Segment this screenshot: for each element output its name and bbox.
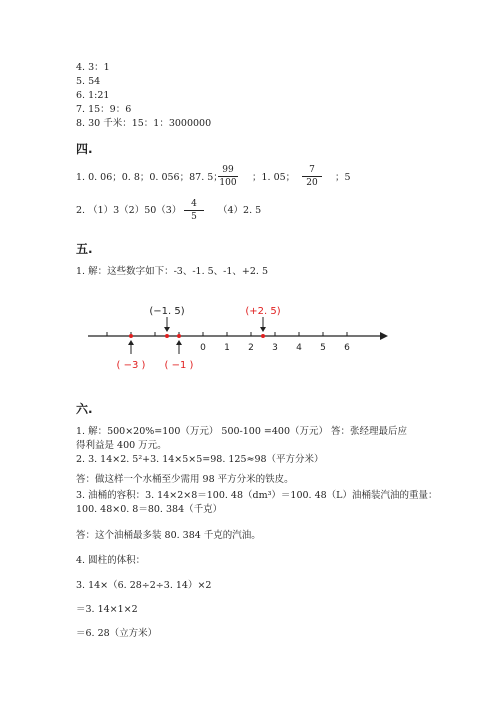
answer-line: 7. 15：9：6 <box>76 104 132 115</box>
fraction-numerator: 4 <box>191 199 197 209</box>
section-heading: 五. <box>76 242 93 256</box>
answer-line: 2. （1）3（2）50（3） <box>76 205 182 216</box>
arrow-head <box>176 340 182 345</box>
tick-label: 4 <box>296 343 302 353</box>
point-minus-1-5 <box>165 334 169 338</box>
tick-label: 1 <box>224 343 230 353</box>
tick-label: 0 <box>200 343 206 353</box>
fraction-numerator: 99 <box>222 165 234 175</box>
answer-line: ＝6. 28（立方米） <box>76 628 158 639</box>
label-minus-3: ( −3 ) <box>116 360 146 371</box>
answer-line: 4. 圆柱的体积： <box>76 555 146 566</box>
label-minus-1: ( −1 ) <box>164 360 194 371</box>
answer-line: ＝3. 14×1×2 <box>76 604 138 615</box>
answer-text: ；1. 05； <box>252 172 296 183</box>
tick-label: 6 <box>344 343 350 353</box>
fraction-denominator: 5 <box>191 212 197 222</box>
answer-line: 2. 3. 14×2. 5²+3. 14×5×5=98. 125≈98（平方分米） <box>76 454 324 465</box>
axis-arrow <box>380 332 388 340</box>
arrow-head <box>260 327 266 332</box>
answer-line: 100. 48×0. 8＝80. 384（千克） <box>76 504 223 515</box>
answer-line: 3. 14×（6. 28÷2÷3. 14）×2 <box>76 580 212 591</box>
fraction-denominator: 100 <box>219 178 237 188</box>
tick-label: 3 <box>272 343 278 353</box>
answer-line: 1. 解：这些数字如下：-3、-1. 5、-1、+2. 5 <box>76 266 269 277</box>
point-minus-3 <box>129 334 133 338</box>
section-heading: 四. <box>76 142 93 156</box>
fraction <box>218 165 238 188</box>
fraction <box>302 165 322 188</box>
answer-line: 得利益是 400 万元。 <box>76 440 167 451</box>
fraction-denominator: 20 <box>306 178 318 188</box>
answer-line: 1. 0. 06；0. 8；0. 056；87. 5； <box>76 172 223 183</box>
answer-line: 答：这个油桶最多装 80. 384 千克的汽油。 <box>76 530 261 541</box>
answer-line: 5. 54 <box>76 76 101 87</box>
answer-line: 答：做这样一个水桶至少需用 98 平方分米的铁皮。 <box>76 474 294 485</box>
point-minus-1 <box>177 334 181 338</box>
answer-line: 8. 30 千米：15：1：3000000 <box>76 118 212 129</box>
answer-line: 1. 解：500×20%=100（万元） 500-100 =400（万元） 答：张经理最后应 <box>76 426 408 437</box>
answer-line: 4. 3：1 <box>76 62 110 73</box>
fraction-numerator: 7 <box>309 165 315 175</box>
answer-line: 3. 油桶的容积：3. 14×2×8＝100. 48（dm³）＝100. 48（L）油桶装汽油的重量： <box>76 490 438 501</box>
section-heading: 六. <box>76 402 93 416</box>
tick-label: 5 <box>320 343 326 353</box>
fraction <box>184 199 204 222</box>
arrow-head <box>164 327 170 332</box>
arrow-head <box>128 340 134 345</box>
answer-line: 6. 1:21 <box>76 90 110 101</box>
number-line-diagram <box>80 298 390 378</box>
tick-label: 2 <box>248 343 254 353</box>
point-plus-2-5 <box>261 334 265 338</box>
label-plus-2-5: (+2. 5) <box>245 306 281 317</box>
answer-text: ；5 <box>335 172 351 183</box>
label-minus-1-5: (−1. 5) <box>149 306 185 317</box>
answer-text: （4）2. 5 <box>218 205 262 216</box>
